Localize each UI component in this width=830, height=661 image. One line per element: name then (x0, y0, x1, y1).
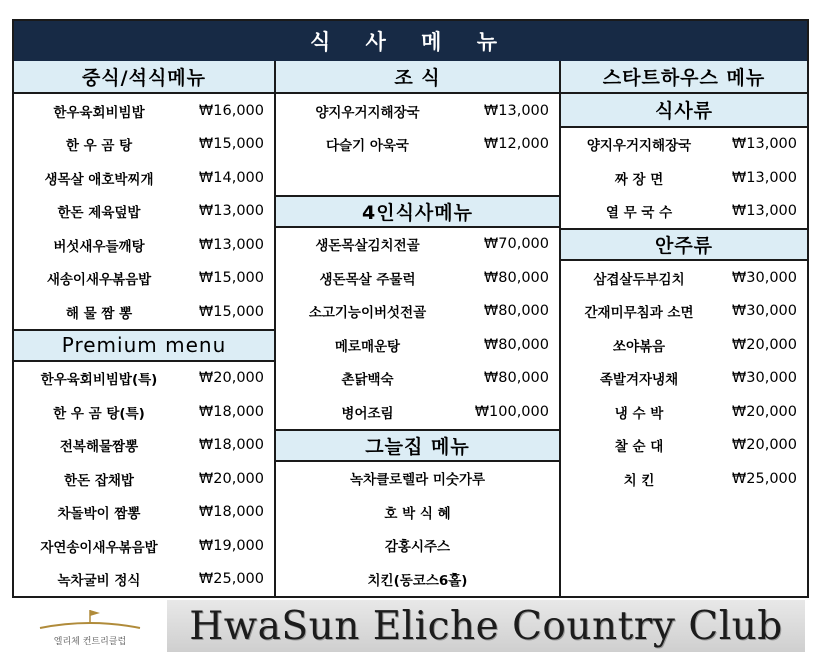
item-name: 치 킨 (623, 472, 655, 489)
menu-item (276, 395, 559, 429)
item-price: ₩18,000 (198, 504, 264, 521)
item-price: ₩80,000 (483, 303, 549, 320)
item-name: 한 우 곰 탕 (65, 138, 133, 155)
item-name: 메로매운탕 (334, 338, 401, 355)
menu-item (561, 161, 807, 195)
section-heading-meals: 식사류 (561, 94, 807, 128)
menu-item (561, 128, 807, 162)
menu-item (14, 462, 274, 496)
menu-item (14, 496, 274, 530)
item-price: ₩15,000 (198, 270, 264, 287)
menu-item (14, 228, 274, 262)
item-price: ₩13,000 (198, 236, 264, 253)
section-heading-breakfast: 조 식 (276, 61, 559, 94)
item-name: 생돈목살 주물럭 (319, 271, 416, 288)
item-name: 찰 순 대 (614, 439, 664, 456)
menu-item (14, 161, 274, 195)
item-name: 간재미무침과 소면 (584, 305, 694, 322)
item-price: ₩12,000 (483, 136, 549, 153)
menu-item-empty (276, 161, 559, 195)
menu-item (276, 228, 559, 262)
column-start-house (561, 61, 807, 596)
menu-item (14, 94, 274, 128)
item-name: 자연송이새우볶음밥 (40, 539, 158, 556)
item-name: 삼겹살두부김치 (593, 271, 685, 288)
item-name: 호 박 식 혜 (384, 505, 451, 522)
menu-item (276, 261, 559, 295)
item-name: 버섯새우들깨탕 (53, 238, 145, 255)
item-name: 한우육회비빔밥 (53, 104, 145, 121)
item-name: 한우육회비빔밥(특) (40, 372, 158, 389)
item-name: 병어조림 (341, 405, 394, 422)
item-price: ₩13,000 (483, 102, 549, 119)
section-heading-snacks: 안주류 (561, 228, 807, 261)
menu-item (561, 295, 807, 329)
club-logo (30, 606, 150, 648)
menu-item (14, 128, 274, 162)
item-price: ₩20,000 (731, 403, 797, 420)
item-name: 촌닭백숙 (341, 372, 394, 389)
item-name: 차돌박이 짬뽕 (57, 506, 141, 523)
menu-item (276, 495, 559, 529)
item-price: ₩100,000 (474, 403, 549, 420)
menu-item (561, 328, 807, 362)
item-name: 쏘야볶음 (612, 338, 666, 355)
menu-item (14, 529, 274, 563)
menu-item (276, 128, 559, 162)
menu-item (276, 462, 559, 496)
menu-item (276, 562, 559, 596)
section-heading-shade-house: 그늘집 메뉴 (276, 429, 559, 462)
item-price: ₩80,000 (483, 269, 549, 286)
item-name: 한돈 제육덮밥 (57, 205, 141, 222)
club-name-banner: HwaSun Eliche Country Club (167, 600, 805, 652)
item-price: ₩13,000 (731, 136, 797, 153)
section-heading-premium: Premium menu (14, 329, 274, 362)
item-name: 한돈 잡채밥 (64, 472, 134, 489)
menu-item (14, 395, 274, 429)
menu-board (12, 19, 809, 598)
item-price: ₩25,000 (198, 571, 264, 588)
menu-item (14, 362, 274, 396)
item-price: ₩30,000 (731, 269, 797, 286)
menu-item (561, 462, 807, 496)
item-price: ₩14,000 (198, 169, 264, 186)
menu-item (14, 563, 274, 597)
section-heading-start-house: 스타트하우스 메뉴 (561, 61, 807, 94)
column-breakfast (276, 61, 561, 596)
item-price: ₩18,000 (198, 403, 264, 420)
item-price: ₩80,000 (483, 370, 549, 387)
column-lunch-dinner (14, 61, 276, 596)
menu-item (276, 328, 559, 362)
section-heading-four-person: 4인식사메뉴 (276, 195, 559, 228)
item-name: 감홍시주스 (384, 539, 451, 556)
item-price: ₩30,000 (731, 370, 797, 387)
item-name: 새송이새우볶음밥 (46, 272, 152, 289)
menu-item (276, 94, 559, 128)
menu-item (276, 295, 559, 329)
menu-item (561, 261, 807, 295)
item-price: ₩30,000 (731, 303, 797, 320)
item-price: ₩20,000 (731, 336, 797, 353)
item-price: ₩13,000 (731, 203, 797, 220)
item-price: ₩15,000 (198, 136, 264, 153)
item-price: ₩13,000 (731, 169, 797, 186)
item-name: 양지우거지해장국 (315, 104, 420, 121)
menu-item (14, 195, 274, 229)
menu-item (276, 529, 559, 563)
item-price: ₩20,000 (198, 370, 264, 387)
golf-flag-icon (30, 606, 150, 634)
item-price: ₩16,000 (198, 102, 264, 119)
logo-caption: 엘리체 컨트리클럽 (53, 637, 127, 647)
item-name: 양지우거지해장국 (586, 138, 692, 155)
item-price: ₩80,000 (483, 336, 549, 353)
item-price: ₩70,000 (483, 236, 549, 253)
item-price: ₩25,000 (731, 470, 797, 487)
menu-item (561, 429, 807, 463)
item-name: 다슬기 아욱국 (326, 138, 409, 155)
item-name: 녹차클로렐라 미숫가루 (349, 472, 486, 489)
item-name: 족발겨자냉채 (599, 372, 679, 389)
footer (12, 600, 809, 652)
item-price: ₩20,000 (198, 470, 264, 487)
item-name: 소고기능이버섯전골 (308, 305, 427, 322)
item-price: ₩18,000 (198, 437, 264, 454)
item-name: 치킨(동코스6홀) (367, 572, 468, 589)
item-name: 냉 수 박 (614, 405, 664, 422)
menu-item (561, 195, 807, 229)
item-price: ₩20,000 (731, 437, 797, 454)
item-price: ₩15,000 (198, 303, 264, 320)
item-name: 생돈목살김치전골 (315, 238, 420, 255)
menu-item (14, 262, 274, 296)
menu-item (14, 295, 274, 329)
item-name: 녹차굴비 정식 (57, 573, 141, 590)
menu-item (561, 395, 807, 429)
item-price: ₩19,000 (198, 537, 264, 554)
item-price: ₩13,000 (198, 203, 264, 220)
menu-item (276, 362, 559, 396)
menu-item (14, 429, 274, 463)
item-name: 해 물 짬 뽕 (65, 305, 133, 322)
item-name: 열 무 국 수 (605, 205, 673, 222)
item-name: 짜 장 면 (614, 171, 664, 188)
menu-title: 식 사 메 뉴 (14, 21, 807, 61)
item-name: 한 우 곰 탕(특) (53, 405, 145, 422)
menu-item (561, 362, 807, 396)
item-name: 생목살 애호박찌개 (44, 171, 154, 188)
section-heading-lunch-dinner: 중식/석식메뉴 (14, 61, 274, 94)
item-name: 전복해물짬뽕 (59, 439, 139, 456)
